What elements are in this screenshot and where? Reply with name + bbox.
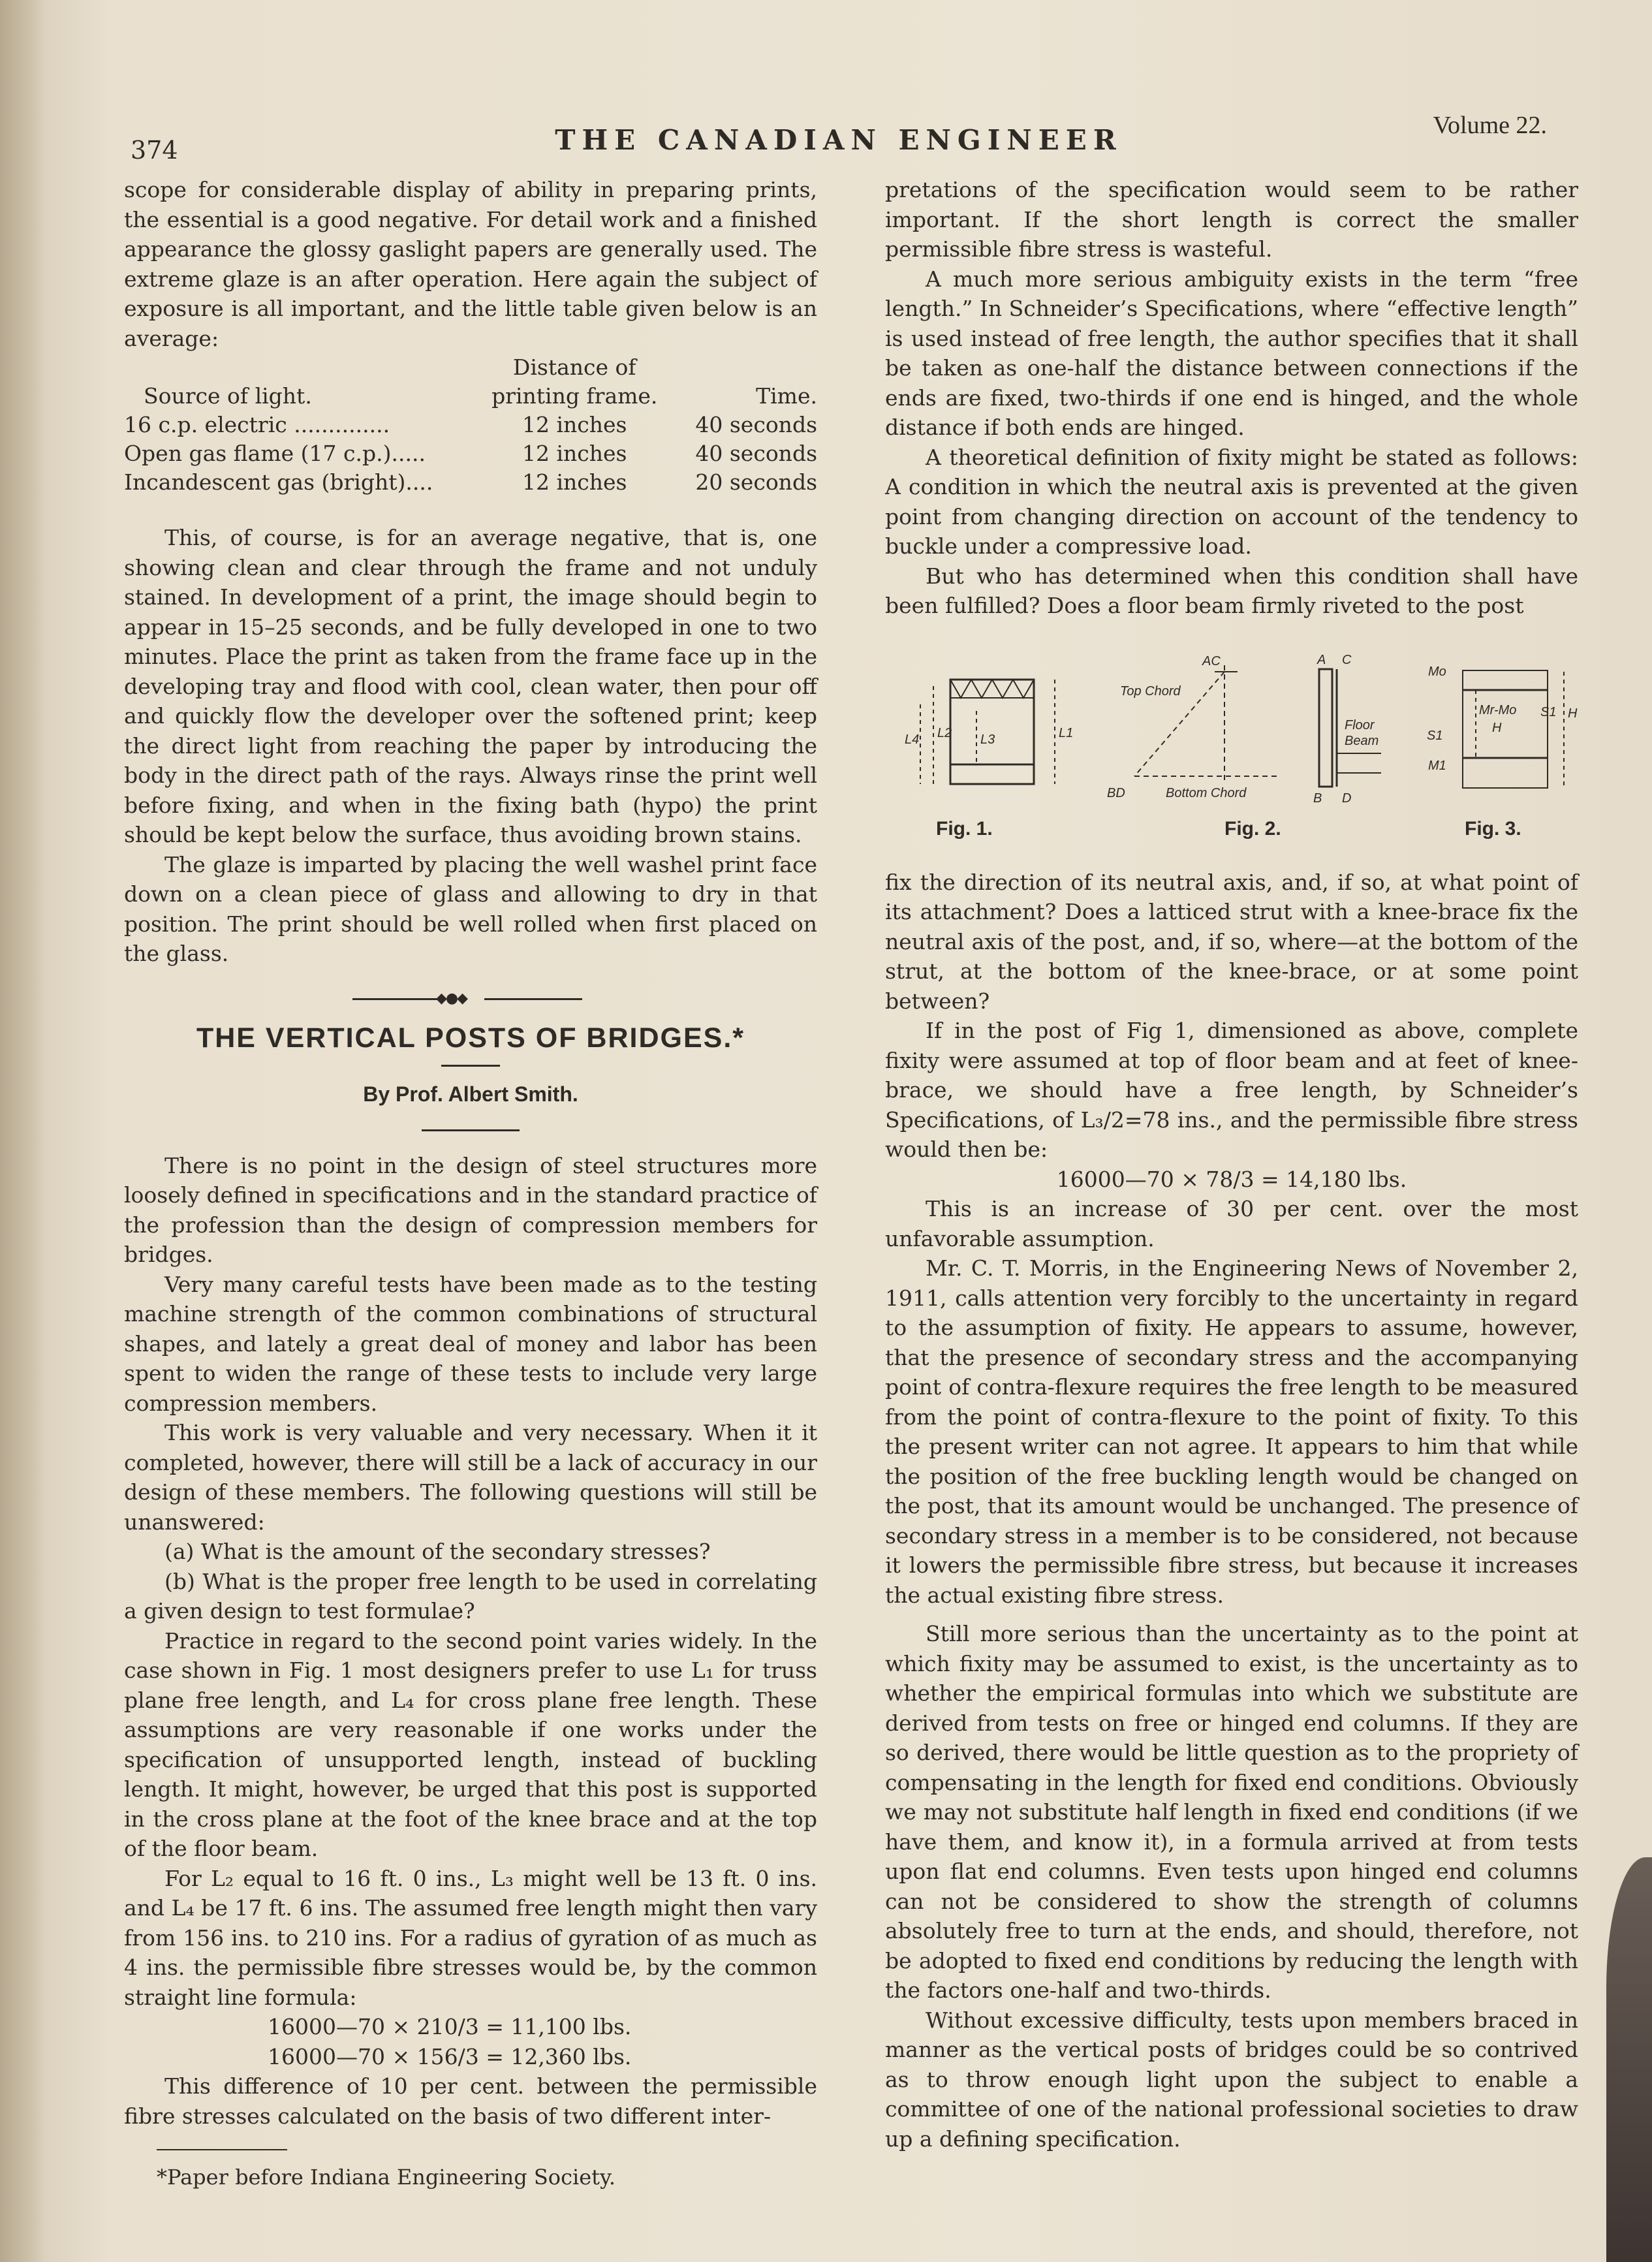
fig2-label: Floor [1345, 717, 1375, 732]
paragraph: A theoretical definition of fixity might be stated as follows: A condition in which the neutral axis is prevented at the given point from changing direction on account of the tendency to buckle under a compressive load. [885, 444, 1578, 559]
paragraph: The glaze is imparted by placing the well washel print face down on a clean piece of glass and allowing to dry in that position. The print should be well rolled when first placed on the glass. [124, 851, 817, 966]
paragraph: A much more serious ambiguity exists in the term “free length.” In Schneider’s Specifications, where “effective length” is used instead of free length, the author specifies that it shall be taken as one-half the distance between connections if the ends are fixed, two-thirds if one end is hinged, and the whole distance if both ends are hinged. [885, 266, 1578, 440]
volume-label: Volume 22. [1433, 112, 1547, 139]
table-cell: 40 seconds [695, 412, 817, 437]
fig2-label: Top Chord [1120, 683, 1181, 699]
article-title: THE VERTICAL POSTS OF BRIDGES.* [196, 1022, 745, 1054]
fig1-label: L3 [980, 732, 995, 747]
table-header-distance: printing frame. [491, 383, 658, 409]
table-cell: 40 seconds [695, 441, 817, 466]
paragraph: This is an increase of 30 per cent. over the most unfavorable assumption. [885, 1196, 1578, 1251]
paragraph: This difference of 10 per cent. between the permissible fibre stresses calculated on the basis of two different inter- [124, 2073, 817, 2129]
fig2-label: Beam [1345, 733, 1379, 748]
fig2-label: BD [1107, 785, 1125, 800]
table-cell: 12 inches [522, 412, 627, 437]
fig3-label: Mr-Mo [1479, 702, 1517, 717]
table-header-time: Time. [756, 383, 817, 409]
journal-title: THE CANADIAN ENGINEER [555, 124, 1123, 156]
paragraph: But who has determined when this condition shall have been fulfilled? Does a floor beam firmly riveted to the post [885, 563, 1578, 618]
title-rule [441, 1065, 500, 1067]
fig2-label: B [1313, 791, 1322, 806]
paragraph: Mr. C. T. Morris, in the Engineering News of November 2, 1911, calls attention very forcibly to the uncertainty in regard to the assumption of fixity. He appears to assume, however, that the presence of secondary stress and the accompanying point of contra-flexure requires the free length to be measured from the point of contra-flexure to the point of fixity. To this the present writer can not agree. It appears to him that while the position of the free buckling length would be changed on the post, that its amount would be unchanged. The presence of secondary stress in a member is to be considered, not because it lowers the permissible fibre stress, but because it increases the actual existing fibre stress. [885, 1255, 1578, 1608]
footnote: *Paper before Indiana Engineering Society. [157, 2165, 616, 2190]
paragraph: Still more serious than the uncertainty as to the point at which fixity may be assumed to exist, is the uncertainty as to whether the empirical formulas into which we substitute are derived from tests on free or hinged end columns. If they are so derived, there would be little question as to the propriety of compensating in the length for fixed end conditions. Obviously we may not substitute half length in fixed end conditions (if we have them, and know it), in a formula arrived at from tests upon flat end columns. Even tests upon hinged end columns can not be considered to show the strength of columns absolutely free to turn at the ends, and should, therefore, not be adopted to fixed end conditions by reducing the length with the factors one-half and two-thirds. [885, 1621, 1578, 2003]
paragraph: If in the post of Fig 1, dimensioned as above, complete fixity were assumed at top of floor beam and at feet of knee-brace, we should have a free length, by Schneider’s Specifications, of L₃/2=78 ins., and the permissible fibre stress would then be: [885, 1018, 1578, 1162]
table-cell: 12 inches [522, 469, 627, 495]
footnote-rule [157, 2149, 287, 2150]
formula-line: 16000—70 × 78/3 = 14,180 lbs. [1056, 1166, 1407, 1192]
fig1-label: L2 [937, 725, 952, 740]
paragraph: Very many careful tests have been made as to the testing machine strength of the common combinations of structural shapes, and lately a great deal of money and labor has been spent to widen the range of these tests to include very large compression members. [124, 1271, 817, 1416]
table-cell: 12 inches [522, 441, 627, 466]
right-column [885, 175, 1578, 2154]
paragraph: Without excessive difficulty, tests upon members braced in manner as the vertical posts of bridges could be so contrived as to throw enough light upon the subject to enable a committee of one of the national professional societies to draw up a defining specification. [885, 2007, 1578, 2152]
fig2-label: AC [1202, 653, 1221, 668]
paragraph: For L₂ equal to 16 ft. 0 ins., L₃ might well be 13 ft. 0 ins. and L₄ be 17 ft. 6 ins. The assumed free length might then vary from 156 ins. to 210 ins. For a radius of gyration of as much as 4 ins. the permissible fibre stresses would be, by the common straight line formula: [124, 1865, 817, 2010]
byline-rule [422, 1129, 520, 1131]
question-b: (b) What is the proper free length to be used in correlating a given design to test formulae? [124, 1568, 817, 1624]
fig1-label: L4 [905, 732, 920, 747]
left-column [124, 175, 817, 2131]
table-row [124, 411, 817, 439]
formula-line: 16000—70 × 210/3 = 11,100 lbs. [268, 2014, 632, 2039]
fig3-label: Mo [1428, 664, 1446, 679]
table-header-source: Source of light. [144, 383, 312, 409]
fig2-label: Bottom Chord [1166, 785, 1247, 800]
fig2-caption: Fig. 2. [1224, 817, 1281, 840]
figures-panel [885, 646, 1578, 848]
fig2-floorbeam-drawing [1313, 653, 1381, 806]
running-header [131, 111, 1547, 163]
fig1-label: L1 [1059, 725, 1074, 740]
fig3-label: S1 [1540, 704, 1557, 719]
fig3-label: M1 [1428, 758, 1446, 773]
page-spine-shadow [0, 0, 46, 2262]
fig3-label: S1 [1427, 728, 1443, 743]
paragraph: This work is very valuable and very necessary. When it it completed, however, there will still be a lack of accuracy in our design of these members. The following questions will still be unanswered: [124, 1420, 817, 1535]
fig3-label: H [1492, 720, 1502, 735]
table-cell: Incandescent gas (bright).... [124, 469, 433, 495]
page-number: 374 [131, 136, 178, 165]
fig2-label: D [1342, 791, 1352, 806]
fig3-caption: Fig. 3. [1465, 817, 1521, 840]
fig2-label: C [1342, 652, 1352, 667]
section-ornament: ◆●◆ [124, 991, 817, 1007]
fig1-caption: Fig. 1. [936, 817, 993, 840]
article-byline: By Prof. Albert Smith. [363, 1082, 578, 1106]
exposure-table [124, 353, 817, 497]
table-header-row-top [124, 353, 817, 382]
paragraph: There is no point in the design of steel structures more loosely defined in specifications and in the standard practice of the profession than the design of compression members for bridges. [124, 1152, 817, 1267]
paragraph: This, of course, is for an average negative, that is, one showing clean and clear through the frame and not unduly stained. In development of a print, the image should begin to appear in 15–25 seconds, and be fully developed in one to two minutes. Place the print as taken from the frame face up in the developing tray and flood with cool, clean water, then pour off and quickly flow the developer over the softened print; keep the direct light from reaching the paper by introducing the body in the direct path of the rays. Always rinse the print well before fixing, and when in the fixing bath (hypo) the print should be kept below the surface, thus avoiding brown stains. [124, 525, 817, 847]
figures-diagram [885, 646, 1578, 815]
table-header-distance-top: Distance of [512, 354, 636, 380]
fig3-drawing [1427, 665, 1578, 789]
fig2-label: A [1317, 652, 1326, 667]
table-row [124, 439, 817, 468]
fig2-truss-drawing [1107, 654, 1277, 800]
table-row [124, 468, 817, 497]
intro-paragraph: scope for considerable display of ability in preparing prints, the essential is a good negative. For detail work and a finished appearance the glossy gaslight papers are generally used. The extreme glaze is an after operation. Here again the subject of exposure is all important, and the little table given below is an average: [124, 177, 817, 351]
page-corner-shadow [1606, 1857, 1652, 2262]
question-a: (a) What is the amount of the secondary stresses? [164, 1539, 711, 1564]
fig3-label: H [1568, 706, 1578, 721]
table-cell: 20 seconds [695, 469, 817, 495]
paragraph: pretations of the specification would seem to be rather important. If the short length is correct the smaller permissible fibre stress is wasteful. [885, 177, 1578, 262]
fig1-drawing [905, 680, 1073, 784]
table-cell: Open gas flame (17 c.p.)..... [124, 441, 426, 466]
paragraph: fix the direction of its neutral axis, and, if so, at what point of its attachment? Does a latticed strut with a knee-brace fix the neutral axis of the post, and, if so, where—at the bottom of the strut, at the bottom of the knee-brace, or at some point between? [885, 869, 1578, 1014]
table-cell: 16 c.p. electric .............. [124, 412, 390, 437]
table-header-row [124, 382, 817, 411]
paragraph: Practice in regard to the second point varies widely. In the case shown in Fig. 1 most designers prefer to use L₁ for truss plane free length, and L₄ for cross plane free length. These assumptions are very reasonable if one works under the specification of unsupported length, instead of buckling length. It might, however, be urged that this post is supported in the cross plane at the foot of the knee brace and at the top of the floor beam. [124, 1627, 817, 1861]
formula-line: 16000—70 × 156/3 = 12,360 lbs. [268, 2043, 632, 2069]
